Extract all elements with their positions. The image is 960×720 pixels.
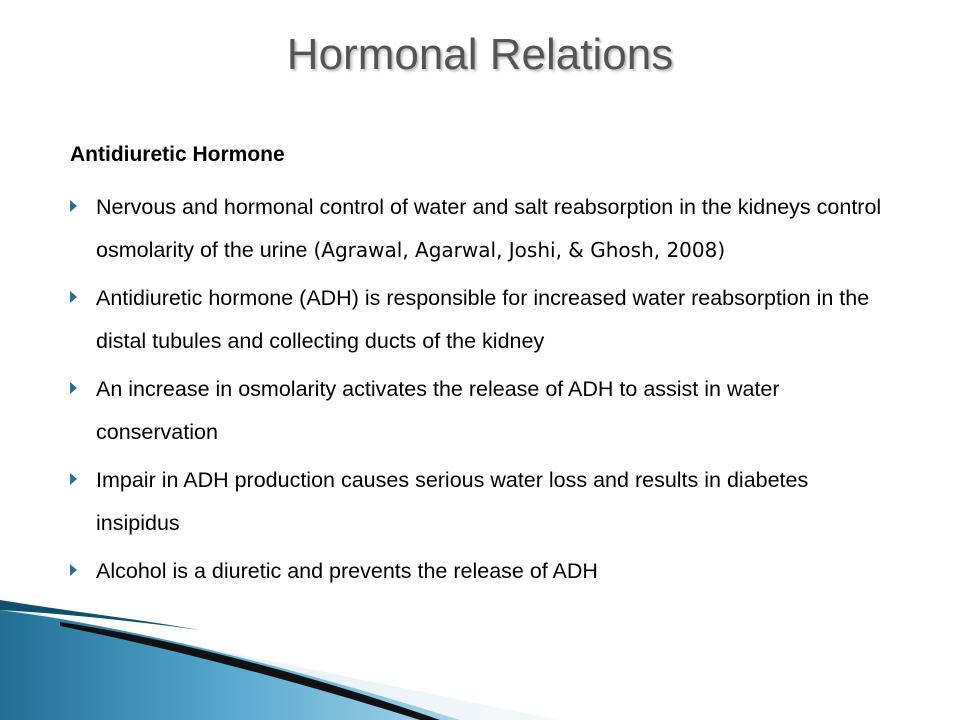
triangle-bullet-icon [70, 473, 77, 485]
triangle-bullet-icon [70, 291, 77, 303]
list-item [70, 459, 890, 544]
bullet-text: Antidiuretic hormone (ADH) is responsible for increased water reabsorption in the distal tubules and collecting ducts of the kidney [96, 286, 870, 353]
bullet-text: An increase in osmolarity activates the release of ADH to assist in water conservation [96, 377, 780, 444]
list-item [70, 550, 890, 593]
triangle-bullet-icon [70, 564, 77, 576]
triangle-bullet-icon [70, 382, 77, 394]
bullet-text: Alcohol is a diuretic and prevents the release of ADH [96, 559, 598, 583]
list-item [70, 368, 890, 453]
decorative-wave [0, 600, 960, 720]
triangle-bullet-icon [70, 200, 77, 212]
bullet-text: Nervous and hormonal control of water and salt reabsorption in the kidneys control osmolarity of the urine [96, 195, 882, 262]
citation: (Agrawal, Agarwal, Joshi, & Ghosh, 2008) [313, 237, 726, 262]
section-subheading: Antidiuretic Hormone [70, 143, 285, 166]
slide-title: Hormonal Relations [286, 30, 674, 79]
bullet-list [70, 186, 890, 599]
list-item [70, 277, 890, 362]
bullet-text: Impair in ADH production causes serious water loss and results in diabetes insipidus [96, 468, 809, 535]
list-item [70, 186, 890, 271]
